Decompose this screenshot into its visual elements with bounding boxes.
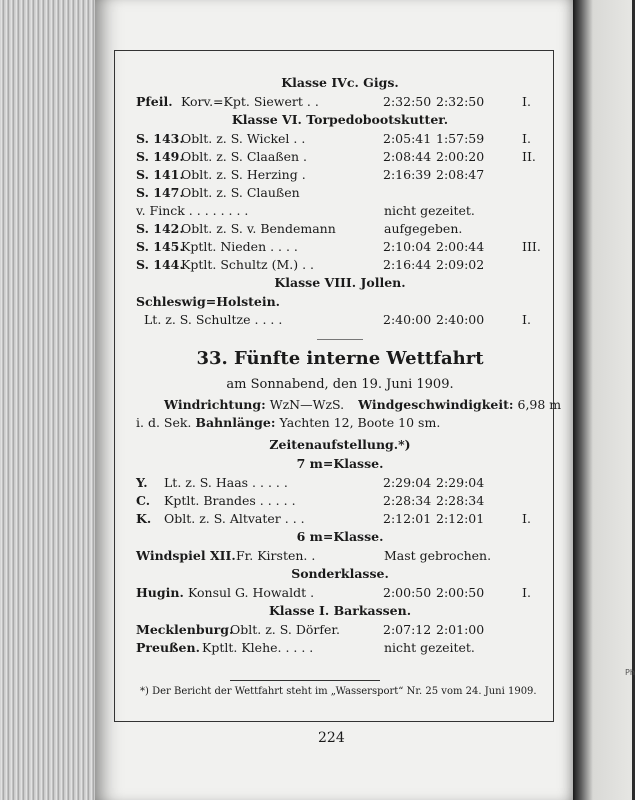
result-row (136, 130, 544, 148)
note: Mast gebrochen. (384, 548, 492, 563)
boat-number: S. 149. (136, 149, 184, 164)
boat-row (136, 293, 544, 311)
time-corrected: 2:00:20 (436, 149, 485, 164)
time-sailed: 2:28:34 (383, 493, 432, 508)
page-content (136, 74, 562, 657)
time-sailed: 2:16:44 (383, 257, 432, 272)
class-6m-heading: 6 m=Klasse. (296, 529, 384, 544)
per-second: i. d. Sek. (136, 415, 192, 430)
crew: Kptlt. Klehe. . . . . (202, 640, 314, 655)
note: nicht gezeitet. (384, 203, 475, 218)
crew: Fr. Kirsten. . (236, 548, 316, 563)
boat-number: S. 141. (136, 167, 184, 182)
wind-info (136, 396, 562, 414)
result-row (136, 93, 544, 111)
time-corrected: 2:12:01 (436, 511, 485, 526)
time-sailed: 2:40:00 (383, 312, 432, 327)
wind-speed-label: Windgeschwindigkeit: (358, 397, 514, 412)
note: nicht gezeitet. (384, 640, 475, 655)
boat-letter: C. (136, 493, 151, 508)
class-7m-heading: 7 m=Klasse. (296, 456, 384, 471)
time-corrected: 2:29:04 (436, 475, 485, 490)
time-corrected: 2:09:02 (436, 257, 485, 272)
place: III. (522, 239, 541, 254)
result-row (136, 148, 544, 166)
time-corrected: 2:28:34 (436, 493, 485, 508)
result-row (136, 621, 544, 639)
result-row (136, 220, 544, 238)
page-number: 224 (318, 730, 345, 746)
place: I. (522, 131, 531, 146)
boat-letter: K. (136, 511, 152, 526)
boat-name: Preußen. (136, 640, 200, 655)
course-length-label: Bahnlänge: (195, 415, 276, 430)
crew: Oblt. z. S. Wickel . . (181, 131, 306, 146)
wind-direction-label: Windrichtung: (164, 397, 266, 412)
result-row (136, 492, 544, 510)
boat-number: S. 142. (136, 221, 184, 236)
result-row (136, 256, 544, 274)
result-row (136, 238, 544, 256)
result-row (136, 584, 544, 602)
time-corrected: 2:00:44 (436, 239, 485, 254)
crew: v. Finck . . . . . . . . (136, 203, 249, 218)
class-4c-heading: Klasse IVc. Gigs. (281, 75, 399, 90)
time-sailed: 2:16:39 (383, 167, 432, 182)
course-info (136, 414, 544, 432)
time-sailed: 2:05:41 (383, 131, 432, 146)
boat-number: S. 147. (136, 185, 184, 200)
special-class-heading: Sonderklasse. (291, 566, 389, 581)
place: I. (522, 94, 531, 109)
time-sailed: 2:32:50 (383, 94, 432, 109)
footnote-rule (230, 680, 380, 681)
note: aufgegeben. (384, 221, 463, 236)
result-row (136, 202, 544, 220)
boat-number: S. 143. (136, 131, 184, 146)
place: II. (522, 149, 536, 164)
time-sailed: 2:07:12 (383, 622, 432, 637)
time-sailed: 2:10:04 (383, 239, 432, 254)
right-page-fragment: Ph (625, 668, 635, 677)
race-date: am Sonnabend, den 19. Juni 1909. (226, 377, 454, 392)
race-title: 33. Fünfte interne Wettfahrt (196, 348, 484, 369)
time-corrected: 2:40:00 (436, 312, 485, 327)
crew: Oblt. z. S. Altvater . . . (164, 511, 305, 526)
place: I. (522, 511, 531, 526)
crew: Kptlt. Schultz (M.) . . (181, 257, 314, 272)
time-corrected: 1:57:59 (436, 131, 485, 146)
boat-name: Schleswig=Holstein. (136, 294, 281, 309)
result-row (136, 510, 544, 528)
crew: Kptlt. Brandes . . . . . (164, 493, 296, 508)
time-sailed: 2:00:50 (383, 585, 432, 600)
boat-number: S. 144. (136, 257, 184, 272)
place: I. (522, 312, 531, 327)
crew: Kptlt. Nieden . . . . (181, 239, 298, 254)
crew: Oblt. z. S. Herzing . (181, 167, 306, 182)
crew: Oblt. z. S. Claußen (181, 185, 300, 200)
wind-direction: WzN—WzS. (269, 397, 345, 412)
crew: Lt. z. S. Schultze . . . . (144, 312, 283, 327)
crew: Konsul G. Howaldt . (188, 585, 315, 600)
boat-number: S. 145. (136, 239, 184, 254)
left-page-edges (0, 0, 95, 800)
result-row (136, 166, 544, 184)
course-length: Yachten 12, Boote 10 sm. (279, 415, 441, 430)
place: I. (522, 585, 531, 600)
boat-letter: Y. (136, 475, 148, 490)
crew: Oblt. z. S. Dörfer. (230, 622, 340, 637)
time-corrected: 2:00:50 (436, 585, 485, 600)
time-corrected: 2:32:50 (436, 94, 485, 109)
time-corrected: 2:08:47 (436, 167, 485, 182)
class-8-heading: Klasse VIII. Jollen. (274, 275, 406, 290)
times-heading: Zeitenaufstellung.*) (269, 437, 411, 452)
section-divider (317, 339, 363, 340)
crew: Korv.=Kpt. Siewert . . (181, 94, 319, 109)
time-corrected: 2:01:00 (436, 622, 485, 637)
crew: Lt. z. S. Haas . . . . . (164, 475, 288, 490)
boat-name: Mecklenburg. (136, 622, 234, 637)
class-6-heading: Klasse VI. Torpedobootskutter. (231, 112, 449, 127)
right-page-edge (573, 0, 635, 800)
class-1-heading: Klasse I. Barkassen. (268, 603, 412, 618)
footnote: *) Der Bericht der Wettfahrt steht im „Wassersport“ Nr. 25 vom 24. Juni 1909. (140, 686, 537, 697)
time-sailed: 2:29:04 (383, 475, 432, 490)
result-row (136, 184, 544, 202)
result-row (136, 311, 544, 329)
wind-speed: 6,98 m (517, 397, 562, 412)
boat-name: Pfeil. (136, 94, 173, 109)
boat-name: Hugin. (136, 585, 184, 600)
result-row (136, 474, 544, 492)
crew: Oblt. z. S. v. Bendemann (181, 221, 336, 236)
boat-name: Windspiel XII. (136, 548, 236, 563)
time-sailed: 2:12:01 (383, 511, 432, 526)
result-row (136, 639, 544, 657)
time-sailed: 2:08:44 (383, 149, 432, 164)
result-row (136, 547, 544, 565)
footnote-area (140, 680, 540, 698)
crew: Oblt. z. S. Claaßen . (181, 149, 308, 164)
